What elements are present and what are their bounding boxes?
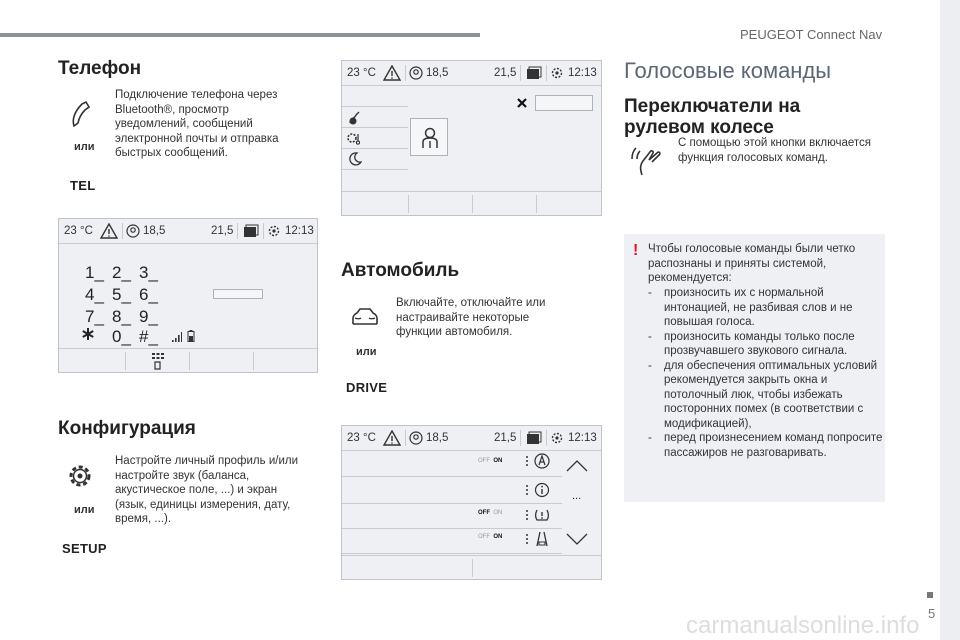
setup-key[interactable]: SETUP xyxy=(62,541,107,556)
dial-key-star-icon[interactable] xyxy=(81,327,95,341)
messages-icon xyxy=(243,224,259,238)
messages-icon xyxy=(526,431,542,445)
status-time: 12:13 xyxy=(568,432,597,444)
dial-key-1[interactable]: 1_ xyxy=(85,263,104,282)
messages-icon xyxy=(526,66,542,80)
dial-key-9[interactable]: 9_ xyxy=(139,307,158,326)
status-temp: 23 °C xyxy=(64,225,93,237)
close-icon[interactable] xyxy=(516,97,528,109)
toggle-row-2[interactable]: OFF ON xyxy=(478,510,503,516)
warning-exclamation-icon: ! xyxy=(633,242,639,259)
settings-icon xyxy=(550,431,564,445)
voice-command-hand-icon xyxy=(630,143,664,177)
location-icon xyxy=(409,66,423,80)
telephone-screen xyxy=(58,218,318,373)
tel-key[interactable]: TEL xyxy=(70,178,96,193)
signal-icon xyxy=(172,332,182,342)
note-item: - произносить их с нормальной интонацией, не разбивая слов и не повышая голоса. xyxy=(648,286,884,330)
profile-color-icon[interactable] xyxy=(347,111,363,125)
status-value2: 21,5 xyxy=(494,67,517,79)
vehicle-title: Автомобиль xyxy=(341,260,460,281)
status-value1: 18,5 xyxy=(143,225,166,237)
lane-keep-icon[interactable] xyxy=(534,531,550,547)
dial-key-hash[interactable]: #_ xyxy=(139,327,158,346)
user-profile-icon xyxy=(420,127,440,149)
dial-key-5[interactable]: 5_ xyxy=(112,285,131,304)
profile-tile[interactable] xyxy=(410,118,448,156)
voice-title: Голосовые команды xyxy=(624,58,832,83)
watermark: carmanualsonline.info xyxy=(686,612,920,639)
keypad-icon[interactable] xyxy=(151,352,165,370)
note-list xyxy=(648,286,884,460)
settings-screen xyxy=(341,60,602,216)
status-temp: 23 °C xyxy=(347,67,376,79)
more-options-icon[interactable] xyxy=(525,455,529,467)
configuration-or-label: или xyxy=(74,504,95,516)
tyre-pressure-icon[interactable] xyxy=(534,507,550,523)
top-rule xyxy=(0,33,480,37)
settings-icon xyxy=(267,224,281,238)
warning-icon xyxy=(100,223,118,239)
configuration-description: Настройте личный профиль и/или настройте звук (баланса, акустическое поле, ...) и экран (язык, единицы измерения, дату, время, ...). xyxy=(115,455,299,525)
dial-key-7[interactable]: 7_ xyxy=(85,307,104,326)
note-item: - для обеспечения оптимальных условий рекомендуется закрыть окна и потолочный люк, чтобы избежать посторонних помех (в соответствии с модификацией), xyxy=(648,359,884,432)
dial-key-3[interactable]: 3_ xyxy=(139,263,158,282)
note-intro: Чтобы голосовые команды были четко распознаны и приняты системой, рекомендуется: xyxy=(648,243,856,284)
voice-subtitle: Переключатели на рулевом колесе xyxy=(624,96,801,138)
dial-key-4[interactable]: 4_ xyxy=(85,285,104,304)
battery-icon xyxy=(187,330,195,342)
status-time: 12:13 xyxy=(568,67,597,79)
page-side-strip xyxy=(940,0,960,640)
dial-key-8[interactable]: 8_ xyxy=(112,307,131,326)
status-bar xyxy=(342,61,601,85)
profile-name-input[interactable] xyxy=(535,95,593,111)
dial-key-6[interactable]: 6_ xyxy=(139,285,158,304)
gear-icon xyxy=(66,462,94,490)
more-label[interactable]: ... xyxy=(572,490,582,502)
location-icon xyxy=(126,224,140,238)
bottom-bar xyxy=(342,555,601,579)
status-bar xyxy=(59,219,317,243)
note-item: - произносить команды только после прозвучавшего звукового сигнала. xyxy=(648,330,884,359)
warning-icon xyxy=(383,65,401,81)
brand-header: PEUGEOT Connect Nav xyxy=(740,27,883,42)
page-number: 5 xyxy=(928,606,936,621)
status-value1: 18,5 xyxy=(426,67,449,79)
location-icon xyxy=(409,431,423,445)
phone-handset-icon xyxy=(70,100,94,128)
status-temp: 23 °C xyxy=(347,432,376,444)
chevron-down-icon[interactable] xyxy=(566,533,588,545)
telephone-description: Подключение телефона через Bluetooth®, просмотр уведомлений, сообщений электронной почты и отправка быстрых сообщений. xyxy=(115,89,279,159)
drive-key[interactable]: DRIVE xyxy=(346,380,388,395)
status-bar xyxy=(342,426,601,450)
dial-key-0[interactable]: 0_ xyxy=(112,327,131,346)
telephone-or-label: или xyxy=(74,141,95,153)
voice-description: С помощью этой кнопки включается функция голосовых команд. xyxy=(678,137,871,164)
number-input[interactable] xyxy=(213,289,263,299)
bottom-bar xyxy=(342,191,601,215)
car-icon xyxy=(350,306,380,330)
settings-icon xyxy=(550,66,564,80)
info-icon[interactable] xyxy=(534,482,550,498)
vehicle-screen xyxy=(341,425,602,580)
vehicle-or-label: или xyxy=(356,346,377,358)
dial-key-2[interactable]: 2_ xyxy=(112,263,131,282)
toggle-row-1[interactable]: OFF ON xyxy=(478,458,503,464)
chevron-up-icon[interactable] xyxy=(566,460,588,472)
toggle-row-3[interactable]: OFF ON xyxy=(478,534,503,540)
note-item: - перед произнесением команд попросите пассажиров не разговаривать. xyxy=(648,431,884,460)
status-value2: 21,5 xyxy=(211,225,234,237)
vehicle-description: Включайте, отключайте или настраивайте некоторые функции автомобиля. xyxy=(396,297,546,338)
more-options-icon[interactable] xyxy=(525,509,529,521)
bottom-bar xyxy=(59,348,317,372)
status-time: 12:13 xyxy=(285,225,314,237)
voice-recommendation-note xyxy=(624,234,885,502)
status-value1: 18,5 xyxy=(426,432,449,444)
warning-icon xyxy=(383,430,401,446)
more-options-icon[interactable] xyxy=(525,484,529,496)
status-value2: 21,5 xyxy=(494,432,517,444)
audio-settings-icon[interactable] xyxy=(346,131,362,145)
more-options-icon[interactable] xyxy=(525,533,529,545)
telephone-title: Телефон xyxy=(58,58,142,79)
page-dot xyxy=(927,592,933,598)
moon-icon[interactable] xyxy=(348,152,362,166)
configuration-title: Конфигурация xyxy=(58,418,196,439)
lane-assist-icon[interactable] xyxy=(534,453,550,469)
